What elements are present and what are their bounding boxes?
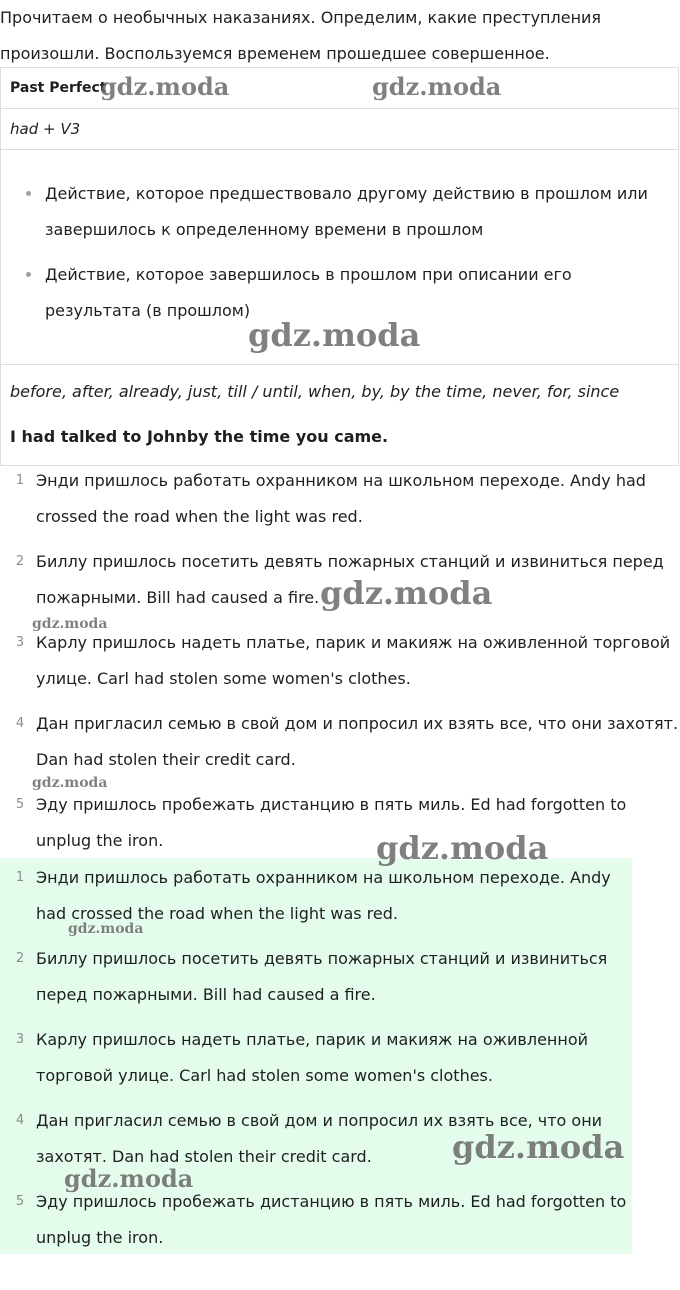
item-text: Эду пришлось пробежать дистанцию в пять миль. Ed had forgotten to unplug the iron. (36, 795, 627, 850)
use-item (26, 257, 656, 329)
use-text: Действие, которое предшествовало другому действию в прошлом или завершилось к определенному времени в прошлом (45, 184, 648, 239)
grammar-title: Past Perfect (0, 68, 679, 109)
list-item (0, 787, 680, 859)
intro-text: Прочитаем о необычных наказаниях. Определим, какие преступления произошли. Воспользуемся временем прошедшее совершенное. (0, 8, 602, 63)
item-text: Энди пришлось работать охранником на школьном переходе. Andy had crossed the road when the light was red. (36, 868, 611, 923)
item-text: Дан пригласил семью в свой дом и попросил их взять все, что они захотят. Dan had stolen their credit card. (36, 714, 679, 769)
example-sentence: I had talked to Johnby the time you came. (10, 427, 389, 446)
item-text: Карлу пришлось надеть платье, парик и макияж на оживленной торговой улице. Carl had stolen some women's clothes. (36, 633, 671, 688)
list-item (0, 625, 680, 697)
answer-item (0, 1184, 632, 1256)
use-item (26, 176, 656, 248)
watermark-logo: gdz.moda (68, 921, 144, 937)
item-number: 5 (15, 797, 25, 812)
item-number: 1 (15, 870, 25, 885)
list-item (0, 544, 680, 616)
time-markers: before, after, already, just, till / until, when, by, by the time, never, for, since (10, 382, 620, 401)
item-number: 3 (15, 1032, 25, 1047)
answer-item (0, 941, 632, 1013)
question-list (0, 463, 680, 868)
item-text: Биллу пришлось посетить девять пожарных станций и извиниться перед пожарными. Bill had caused a fire. (36, 949, 608, 1004)
item-number: 1 (15, 473, 25, 488)
item-text: Карлу пришлось надеть платье, парик и макияж на оживленной торговой улице. Carl had stolen some women's clothes. (36, 1030, 589, 1085)
item-text: Эду пришлось пробежать дистанцию в пять миль. Ed had forgotten to unplug the iron. (36, 1192, 627, 1247)
list-item (0, 463, 680, 535)
grammar-table (0, 67, 679, 466)
watermark-logo: gdz.moda (32, 616, 108, 632)
item-number: 2 (15, 554, 25, 569)
answer-item (0, 1103, 632, 1175)
watermark-logo: gdz.moda (320, 574, 493, 612)
item-number: 4 (15, 1113, 25, 1128)
uses-list (26, 176, 656, 338)
item-number: 3 (15, 635, 25, 650)
watermark-logo: gdz.moda (248, 316, 421, 354)
item-number: 5 (15, 1194, 25, 1209)
item-text: Биллу пришлось посетить девять пожарных станций и извиниться перед пожарными. Bill had caused a fire. (36, 552, 664, 607)
grammar-formula: had + V3 (0, 109, 679, 150)
answer-item (0, 858, 632, 932)
use-text: Действие, которое завершилось в прошлом при описании его результата (в прошлом) (45, 265, 572, 320)
watermark-logo: gdz.moda (100, 72, 230, 101)
watermark-logo: gdz.moda (32, 775, 108, 791)
watermark-logo: gdz.moda (372, 72, 502, 101)
item-text: Дан пригласил семью в свой дом и попросил их взять все, что они захотят. Dan had stolen their credit card. (36, 1111, 603, 1166)
watermark-logo: gdz.moda (64, 1164, 194, 1193)
grammar-uses (0, 150, 679, 365)
grammar-markers-row (0, 365, 679, 466)
item-text: Энди пришлось работать охранником на школьном переходе. Andy had crossed the road when the light was red. (36, 471, 646, 526)
item-number: 2 (15, 951, 25, 966)
bullet-icon (26, 272, 31, 277)
watermark-logo: gdz.moda (376, 829, 549, 867)
item-number: 4 (15, 716, 25, 731)
bullet-icon (26, 191, 31, 196)
answer-item (0, 1022, 632, 1094)
list-item (0, 706, 680, 778)
watermark-logo: gdz.moda (452, 1128, 625, 1166)
answer-block (0, 858, 632, 1254)
